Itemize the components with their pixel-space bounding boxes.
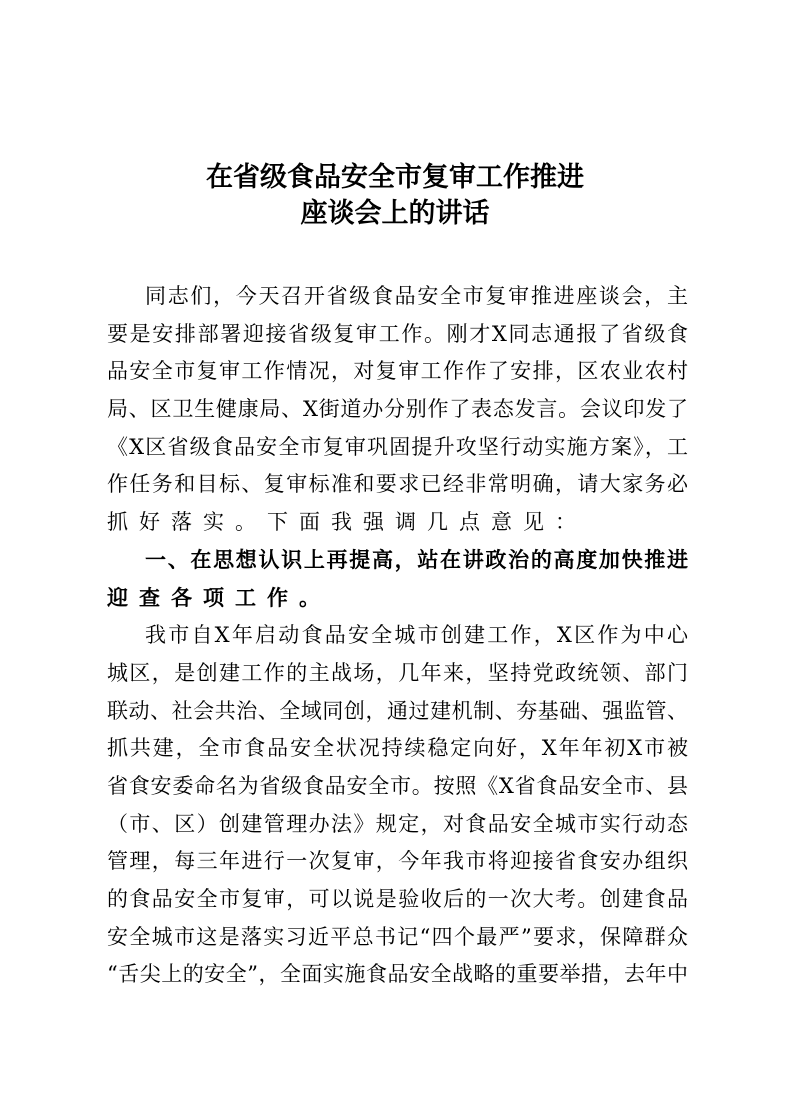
text-line: “舌尖上的安全”，全面实施食品安全战略的重要举措，去年中 xyxy=(107,962,688,987)
text-line: 安全城市这是落实习近平总书记“四个最严”要求，保障群众 xyxy=(107,924,688,949)
text-line: 作任务和目标、复审标准和要求已经非常明确，请大家务必 xyxy=(107,472,688,497)
text-line: 抓共建，全市食品安全状况持续稳定向好，X年年初X市被 xyxy=(107,736,688,761)
text-line: 省食安委命名为省级食品安全市。按照《X省食品安全市、县 xyxy=(107,773,688,798)
text-line: 城区，是创建工作的主战场，几年来，坚持党政统领、部门 xyxy=(107,660,688,685)
text-line: 要是安排部署迎接省级复审工作。刚才X同志通报了省级食 xyxy=(107,321,688,346)
section-heading xyxy=(107,542,688,617)
text-line: 《X区省级食品安全市复审巩固提升攻坚行动实施方案》，工 xyxy=(107,434,688,459)
text-line: 同志们，今天召开省级食品安全市复审推进座谈会，主 xyxy=(145,284,688,308)
title-line: 在省级食品安全市复审工作推进 xyxy=(206,162,584,193)
title-line: 座谈会上的讲话 xyxy=(300,198,490,229)
text-line: 一、在思想认识上再提高，站在讲政治的高度加快推进 xyxy=(145,547,688,572)
text-line: 局、区卫生健康局、X街道办分别作了表态发言。会议印发了 xyxy=(107,397,688,422)
text-line: 的食品安全市复审，可以说是验收后的一次大考。创建食品 xyxy=(107,887,688,911)
text-line: 我市自X年启动食品安全城市创建工作，X区作为中心 xyxy=(145,623,688,648)
document-title xyxy=(0,160,790,232)
text-line: 抓好落实。下面我强调几点意见： xyxy=(107,510,587,535)
paragraph xyxy=(107,617,688,994)
document-body xyxy=(107,278,688,994)
text-line: 品安全市复审工作情况，对复审工作作了安排，区农业农村 xyxy=(107,359,688,384)
text-line: 联动、社会共治、全域同创，通过建机制、夯基础、强监管、 xyxy=(107,698,688,723)
text-line: 迎查各项工作。 xyxy=(107,585,331,610)
text-line: 管理，每三年进行一次复审，今年我市将迎接省食安办组织 xyxy=(107,849,688,874)
text-line: （市、区）创建管理办法》规定，对食品安全城市实行动态 xyxy=(107,811,688,836)
paragraph xyxy=(107,278,688,542)
